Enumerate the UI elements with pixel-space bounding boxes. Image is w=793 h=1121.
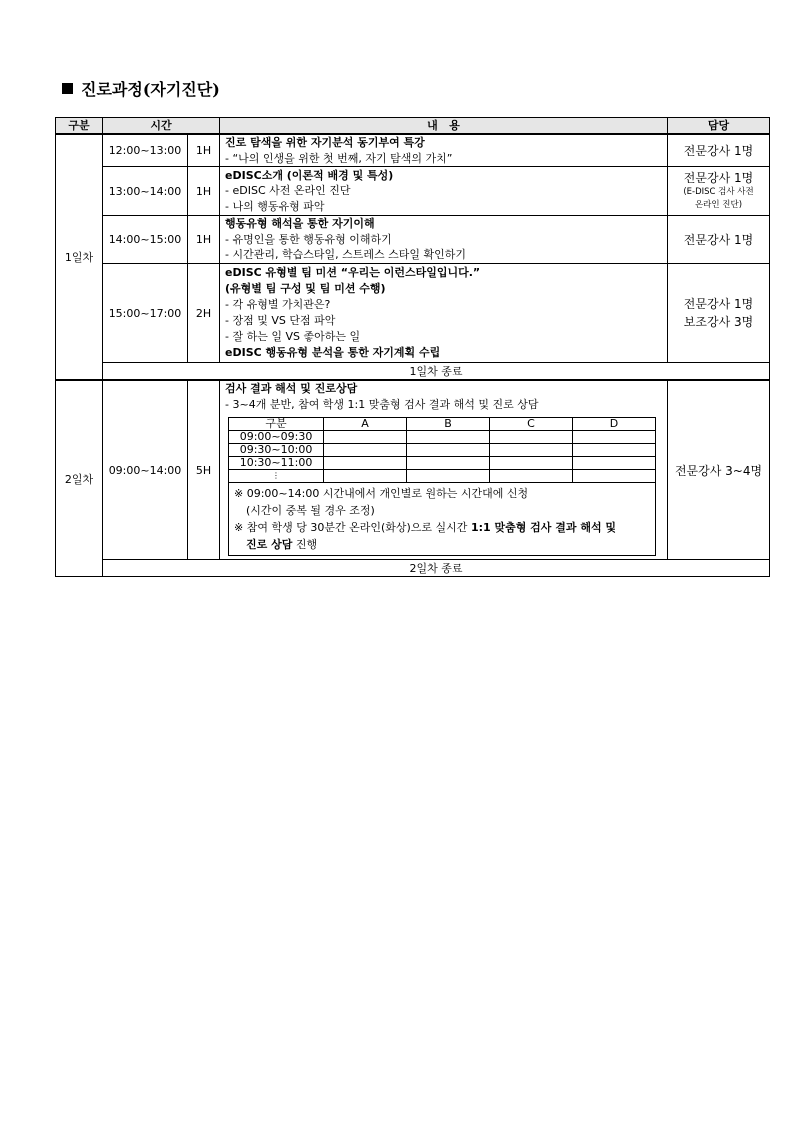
- header-staff: 담당: [668, 118, 770, 135]
- day1-label: 1일차: [56, 134, 103, 380]
- inner-header-a: A: [324, 418, 407, 431]
- section-title-text: 진로과정(자기진단): [81, 80, 220, 99]
- day2-end: 2일차 종료: [103, 560, 770, 577]
- table-row: [56, 380, 770, 560]
- session-content: [220, 167, 668, 216]
- slot-row: [229, 470, 656, 483]
- note-line: ※ 09:00~14:00 시간내에서 개인별로 원하는 시간대에 신청: [234, 487, 529, 500]
- session-detail: - 시간관리, 학습스타일, 스트레스 스타일 확인하기: [225, 248, 466, 262]
- slot-cell: [490, 457, 573, 470]
- session-duration: 1H: [188, 134, 220, 167]
- inner-header-row: [229, 418, 656, 431]
- session-duration: 1H: [188, 216, 220, 264]
- slot-cell: [324, 444, 407, 457]
- note-line: (시간이 중복 될 경우 조정): [246, 504, 375, 517]
- session-detail: - 3~4개 분반, 참여 학생 1:1 맞춤형 검사 결과 해석 및 진로 상담: [225, 398, 539, 411]
- slot-cell: [324, 457, 407, 470]
- session-staff: [668, 264, 770, 363]
- session-content: [220, 134, 668, 167]
- staff-main: 전문강사 1명: [683, 171, 754, 185]
- session-content: [220, 264, 668, 363]
- day-end-row: [56, 363, 770, 381]
- session-time: 09:00~14:00: [103, 380, 188, 560]
- day-end-row: [56, 560, 770, 577]
- note-line: [234, 536, 650, 553]
- square-bullet-icon: [62, 83, 73, 94]
- slot-cell: [573, 470, 656, 483]
- inner-header-b: B: [407, 418, 490, 431]
- header-row: [56, 118, 770, 135]
- session-detail: - 유명인을 통한 행동유형 이해하기: [225, 232, 392, 246]
- session-duration: 2H: [188, 264, 220, 363]
- session-detail: - 각 유형별 가치관은?: [225, 298, 331, 311]
- slot-cell: [407, 431, 490, 444]
- table-row: [56, 134, 770, 167]
- session-heading: eDISC 행동유형 분석을 통한 자기계획 수립: [225, 346, 441, 359]
- slot-cell: [490, 444, 573, 457]
- session-detail: - “나의 인생을 위한 첫 번째, 자기 탐색의 가치”: [225, 151, 453, 165]
- session-content: [220, 380, 668, 560]
- session-duration: 5H: [188, 380, 220, 560]
- slot-time: 09:00~09:30: [229, 431, 324, 444]
- slot-cell: [573, 444, 656, 457]
- slot-cell: [490, 470, 573, 483]
- schedule-table: [55, 117, 770, 577]
- slot-time-ellipsis: ⋮: [229, 470, 324, 483]
- slot-time: 09:30~10:00: [229, 444, 324, 457]
- day2-label: 2일차: [56, 380, 103, 577]
- slot-cell: [490, 431, 573, 444]
- staff-main: 전문강사 1명: [683, 297, 754, 311]
- note-line: [234, 519, 650, 536]
- table-row: [56, 167, 770, 216]
- table-row: [56, 216, 770, 264]
- session-duration: 1H: [188, 167, 220, 216]
- slot-cell: [324, 470, 407, 483]
- session-detail: - eDISC 사전 온라인 진단: [225, 184, 351, 198]
- session-staff: 전문강사 1명: [668, 216, 770, 264]
- slot-cell: [573, 431, 656, 444]
- slot-cell: [407, 470, 490, 483]
- session-staff: [668, 167, 770, 216]
- table-row: [56, 264, 770, 363]
- note-row: [229, 483, 656, 556]
- note-text: 진행: [292, 538, 318, 551]
- consult-note: [229, 483, 656, 556]
- section-title: [62, 77, 220, 100]
- staff-note: (E-DISC 검사 사전: [683, 187, 754, 197]
- header-content: 내 용: [220, 118, 668, 135]
- session-detail: - 나의 행동유형 파악: [225, 199, 325, 213]
- slot-row: [229, 431, 656, 444]
- session-time: 13:00~14:00: [103, 167, 188, 216]
- staff-note: 온라인 진단): [694, 200, 743, 210]
- session-heading: 검사 결과 해석 및 진로상담: [225, 382, 358, 395]
- slot-row: [229, 444, 656, 457]
- slot-cell: [324, 431, 407, 444]
- note-bold: 1:1 맞춤형 검사 결과 해석 및: [470, 521, 617, 534]
- header-time: 시간: [103, 118, 220, 135]
- session-staff: 전문강사 3~4명: [668, 380, 770, 560]
- session-detail: - 잘 하는 일 VS 좋아하는 일: [225, 330, 361, 343]
- session-staff: 전문강사 1명: [668, 134, 770, 167]
- session-detail: - 장점 및 VS 단점 파악: [225, 314, 336, 327]
- inner-header-c: C: [490, 418, 573, 431]
- slot-cell: [407, 444, 490, 457]
- inner-header-d: D: [573, 418, 656, 431]
- slot-time: 10:30~11:00: [229, 457, 324, 470]
- consult-slot-table: [228, 417, 656, 556]
- session-time: 14:00~15:00: [103, 216, 188, 264]
- session-heading: eDISC소개 (이론적 배경 및 특성): [225, 168, 394, 182]
- note-text: ※ 참여 학생 당 30분간 온라인(화상)으로 실시간: [234, 521, 471, 534]
- session-time: 12:00~13:00: [103, 134, 188, 167]
- note-bold: 진로 상담: [246, 538, 293, 551]
- inner-header-category: 구분: [229, 418, 324, 431]
- session-subheading: (유형별 팀 구성 및 팀 미션 수행): [225, 282, 386, 295]
- day1-end: 1일차 종료: [103, 363, 770, 381]
- slot-row: [229, 457, 656, 470]
- session-heading: 진로 탐색을 위한 자기분석 동기부여 특강: [225, 136, 425, 149]
- session-time: 15:00~17:00: [103, 264, 188, 363]
- slot-cell: [573, 457, 656, 470]
- session-content: [220, 216, 668, 264]
- session-heading: eDISC 유형별 팀 미션 “우리는 이런스타일입니다.”: [225, 266, 481, 279]
- header-category: 구분: [56, 118, 103, 135]
- session-heading: 행동유형 해석을 통한 자기이해: [225, 217, 375, 231]
- staff-assistant: 보조강사 3명: [683, 315, 754, 329]
- slot-cell: [407, 457, 490, 470]
